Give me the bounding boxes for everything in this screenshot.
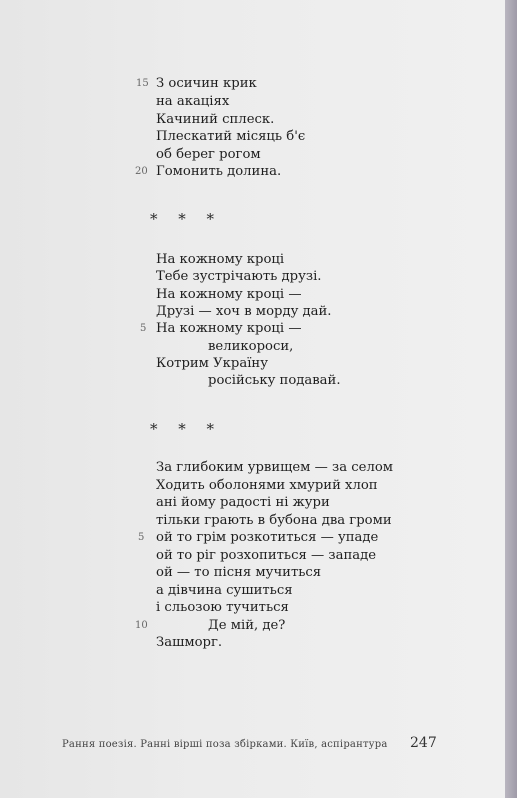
section-separator: * * * (150, 210, 223, 228)
poem-line: на акаціях (156, 94, 230, 109)
poem-line: На кожному кроці — (156, 321, 302, 336)
poem-line: З осичин крик (156, 76, 257, 91)
poem-line: ані йому радості ні жури (156, 495, 330, 510)
poem-line: тільки грають в бубона два громи (156, 513, 392, 528)
poem-line: об берег рогом (156, 147, 261, 162)
poem-line: великороси, (208, 339, 294, 354)
poem-line: Плескатий місяць б'є (156, 129, 306, 144)
poem-line: Де мій, де? (208, 618, 286, 633)
poem-line: російську подавай. (208, 373, 341, 388)
poem-line: Ходить оболонями хмурий хлоп (156, 478, 378, 493)
poem-line: Тебе зустрічають друзі. (156, 269, 322, 284)
poem-line: ой то грім розкотиться — упаде (156, 530, 379, 545)
line-number-5: 5 (140, 323, 147, 334)
poem-line: ой — то пісня мучиться (156, 565, 322, 580)
line-number-5: 5 (138, 532, 145, 543)
poem-line: Качиний сплеск. (156, 112, 275, 127)
line-number-20: 20 (135, 166, 148, 177)
poem-line: Зашморг. (156, 635, 223, 650)
poem-line: ой то ріг розхопиться — западе (156, 548, 377, 563)
poem-line: Котрим Україну (156, 356, 268, 371)
page-edge (505, 0, 517, 798)
poem-line: Гомонить долина. (156, 164, 282, 179)
line-number-10: 10 (135, 620, 148, 631)
poem-line: Друзі — хоч в морду дай. (156, 304, 332, 319)
poem-line: і сльозою тучиться (156, 600, 289, 615)
section-separator: * * * (150, 420, 223, 438)
poem-line: За глибоким урвищем — за селом (156, 460, 394, 475)
running-footer: Рання поезія. Ранні вірші поза збірками. Київ, аспірантура (62, 739, 388, 750)
page-number: 247 (410, 735, 437, 751)
line-number-15: 15 (136, 78, 149, 89)
poem-line: На кожному кроці (156, 252, 285, 267)
poem-line: а дівчина сушиться (156, 583, 293, 598)
poem-line: На кожному кроці — (156, 287, 302, 302)
